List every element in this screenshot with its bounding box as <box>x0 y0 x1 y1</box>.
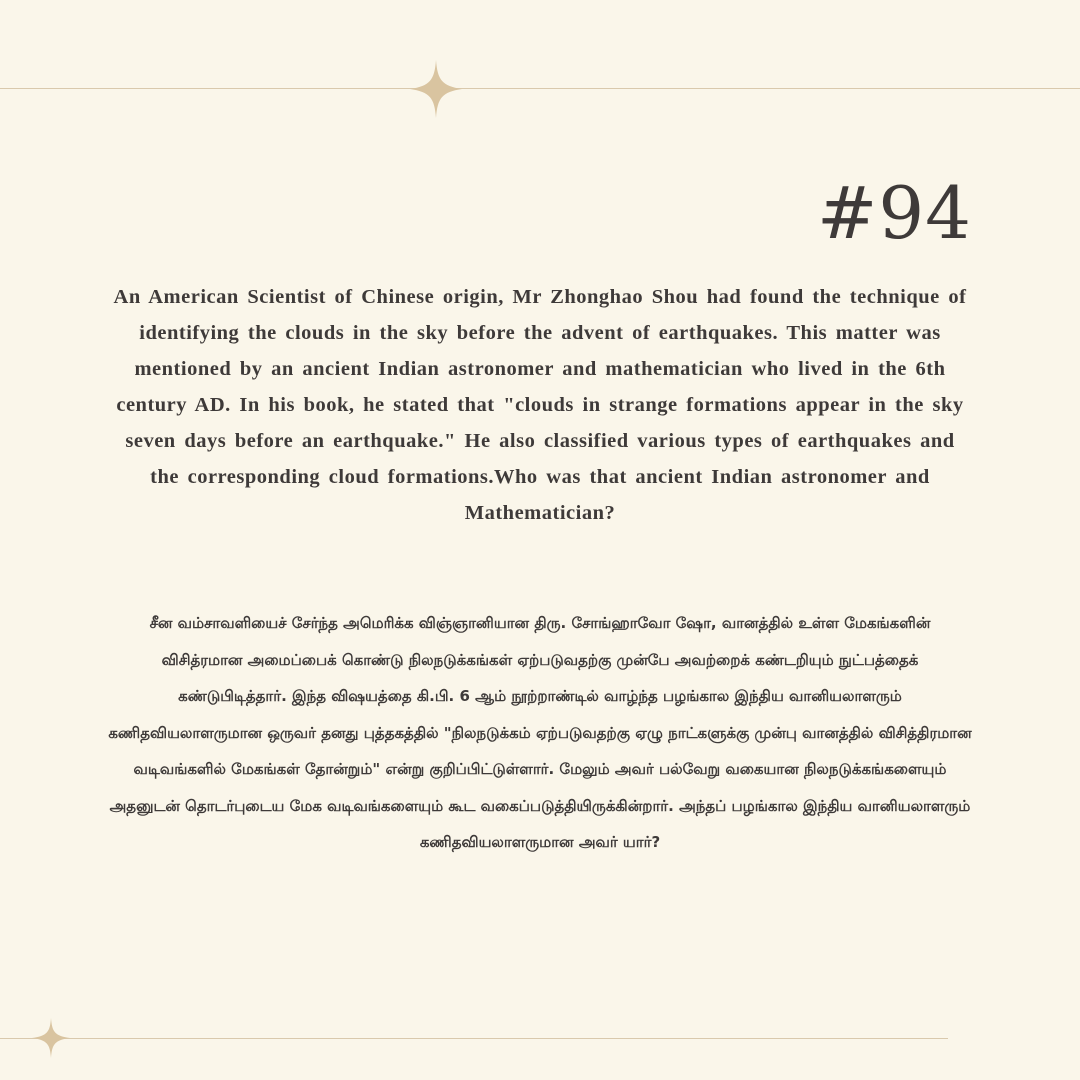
bottom-divider-line <box>0 1038 948 1039</box>
post-number: #94 <box>817 171 972 255</box>
sparkle-icon-bottom <box>32 1018 70 1058</box>
four-point-sparkle-icon <box>32 1018 70 1058</box>
english-question-text: An American Scientist of Chinese origin, Mr Zhonghao Shou had found the technique of identifying the clouds in the sky before the advent of earthquakes. This matter was mentioned by an ancient Indian astronomer and mathematician who lived in the 6th century AD. In his book, he stated that "clouds in strange formations appear in the sky seven days before an earthquake." He also classified various types of earthquakes and the corresponding cloud formations.Who was that ancient Indian astronomer and Mathematician? <box>113 286 967 524</box>
tamil-question-text: சீன வம்சாவளியைச் சேர்ந்த அமெரிக்க விஞ்ஞானியான திரு. சோங்ஹாவோ ஷோ, வானத்தில் உள்ள மேகங்களின் விசித்ரமான அமைப்பைக் கொண்டு நிலநடுக்கங்கள் ஏற்படுவதற்கு முன்பே அவற்றைக் கண்டறியும் நுட்பத்தைக் கண்டுபிடித்தார். இந்த விஷயத்தை கி.பி. 6 ஆம் நூற்றாண்டில் வாழ்ந்த பழங்கால இந்திய வானியலாளரும் கணிதவியலாளருமான ஒருவர் தனது புத்தகத்தில் "நிலநடுக்கம் ஏற்படுவதற்கு ஏழு நாட்களுக்கு முன்பு வானத்தில் விசித்திரமான வடிவங்களில் மேகங்கள் தோன்றும்" என்று குறிப்பிட்டுள்ளார். மேலும் அவர் பல்வேறு வகையான நிலநடுக்கங்களையும் அதனுடன் தொடர்புடைய மேக வடிவங்களையும் கூட வகைப்படுத்தியிருக்கின்றார். அந்தப் பழங்கால இந்திய வானியலாளரும் கணிதவியலாளருமான அவர் யார்? <box>108 614 972 851</box>
four-point-sparkle-icon <box>410 60 462 118</box>
top-divider-line <box>0 88 1080 89</box>
sparkle-icon-top <box>410 60 462 118</box>
